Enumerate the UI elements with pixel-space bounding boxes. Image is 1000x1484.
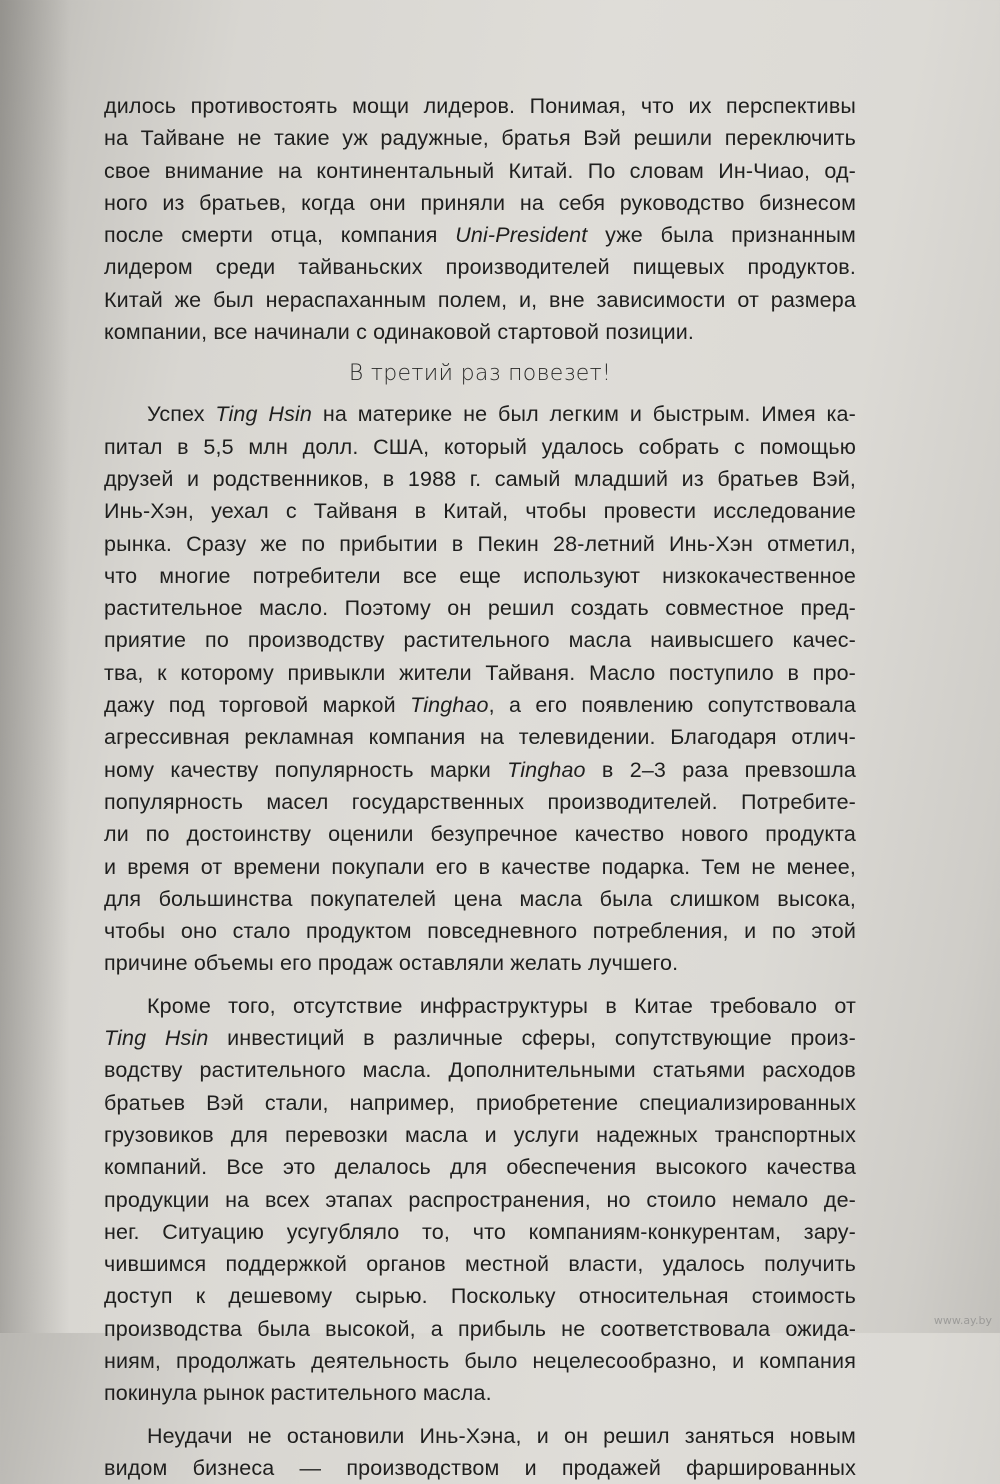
- text-run: Успех: [147, 402, 216, 427]
- text-line: свое внимание на континентальный Китай. По словам Ин-Чиао, од-: [104, 158, 856, 183]
- brand-name: Tinghao: [507, 757, 586, 782]
- spine-shadow: [0, 0, 70, 1333]
- text-line: тва, к которому привыкли жители Тайваня. Масло поступило в про-: [104, 660, 856, 685]
- text-line: доступ к дешевому сырью. Поскольку относительная стоимость: [104, 1284, 856, 1309]
- text-line: для большинства покупателей цена масла была слишком высока,: [104, 886, 856, 911]
- brand-name: Ting Hsin: [104, 1026, 209, 1051]
- brand-name: Uni-President: [455, 223, 588, 248]
- text-line: ниям, продолжать деятельность было нецелесообразно, и компания: [104, 1348, 856, 1373]
- text-run: инвестиций в различные сферы, сопутствующие произ-: [208, 1026, 856, 1051]
- text-line: компании, все начинали с одинаковой стартовой позиции.: [104, 320, 695, 345]
- text-line: компаний. Все это делалось для обеспечения высокого качества: [104, 1155, 856, 1180]
- paragraph-4: [104, 1420, 856, 1484]
- text-line: ного из братьев, когда они приняли на себя руководство бизнесом: [104, 190, 856, 215]
- brand-name: Tinghao: [410, 693, 489, 718]
- text-run: после смерти отца, компания: [104, 223, 456, 248]
- text-line: растительное масло. Поэтому он решил создать совместное пред-: [104, 596, 856, 621]
- text-line: ли по достоинству оценили безупречное качество нового продукта: [104, 822, 856, 847]
- text-run: в 2–3 раза превзошла: [585, 757, 856, 782]
- text-line: чившимся поддержкой органов местной власти, удалось получить: [104, 1252, 856, 1277]
- paragraph-3: [104, 990, 856, 1410]
- text-line: [104, 219, 856, 251]
- text-line: покинула рынок растительного масла.: [104, 1381, 492, 1406]
- text-line: агрессивная рекламная компания на телевидении. Благодаря отлич-: [104, 725, 856, 750]
- paragraph-gap: [104, 1410, 856, 1420]
- text-run: на материке не был легким и быстрым. Имея ка-: [312, 402, 856, 427]
- page-text: [104, 90, 856, 1484]
- text-line: водству растительного масла. Дополнительными статьями расходов: [104, 1058, 856, 1083]
- paragraph-1: [104, 90, 856, 348]
- text-line: питал в 5,5 млн долл. США, который удалось собрать с помощью: [104, 434, 856, 459]
- text-line: продукции на всех этапах распространения, но стоило немало де-: [104, 1187, 856, 1212]
- text-line: дилось противостоять мощи лидеров. Понимая, что их перспективы: [104, 94, 856, 118]
- text-line: [104, 1022, 856, 1054]
- text-line: Неудачи не остановили Инь-Хэна, и он решил заняться новым: [147, 1423, 856, 1448]
- text-line: на Тайване не такие уж радужные, братья Вэй решили переключить: [104, 126, 856, 151]
- text-line: грузовиков для перевозки масла и услуги надежных транспортных: [104, 1122, 856, 1147]
- text-line: друзей и родственников, в 1988 г. самый младший из братьев Вэй,: [104, 466, 856, 491]
- text-run: уже была признанным: [587, 223, 856, 248]
- text-line: [104, 398, 856, 430]
- paragraph-gap: [104, 980, 856, 990]
- text-line: что многие потребители все еще используют низкокачественное: [104, 563, 856, 588]
- text-line: Кроме того, отсутствие инфраструктуры в Китае требовало от: [147, 993, 856, 1018]
- text-line: чтобы оно стало продуктом повседневного потребления, и по этой: [104, 919, 856, 944]
- text-run: , а его появлению сопутствовала: [488, 693, 857, 718]
- text-line: нег. Ситуацию усугубляло то, что компаниям-конкурентам, зару-: [104, 1219, 856, 1244]
- watermark: www.ay.by: [933, 1314, 992, 1327]
- text-line: лидером среди тайваньских производителей пищевых продуктов.: [104, 255, 856, 280]
- brand-name: Ting Hsin: [215, 402, 313, 427]
- text-line: популярность масел государственных производителей. Потребите-: [104, 789, 856, 814]
- text-run: ному качеству популярность марки: [104, 757, 508, 782]
- text-line: производства была высокой, а прибыль не соответствовала ожида-: [104, 1316, 856, 1341]
- paragraph-2: [104, 398, 856, 979]
- text-line: приятие по производству растительного масла наивысшего качес-: [104, 628, 856, 653]
- text-line: причине объемы его продаж оставляли желать лучшего.: [104, 951, 679, 976]
- text-line: [104, 754, 856, 786]
- text-line: рынка. Сразу же по прибытии в Пекин 28-летний Инь-Хэн отметил,: [104, 531, 856, 556]
- text-line: видом бизнеса — производством и продажей фаршированных: [104, 1455, 856, 1480]
- section-heading: В третий раз повезет!: [348, 361, 612, 387]
- text-line: [104, 689, 856, 721]
- text-line: и время от времени покупали его в качестве подарка. Тем не менее,: [104, 854, 856, 879]
- text-line: Инь-Хэн, уехал с Тайваня в Китай, чтобы провести исследование: [104, 499, 856, 524]
- text-line: Китай же был нераспаханным полем, и, вне зависимости от размера: [104, 287, 856, 312]
- text-run: дажу под торговой маркой: [104, 693, 411, 718]
- text-line: братьев Вэй стали, например, приобретение специализированных: [104, 1090, 856, 1115]
